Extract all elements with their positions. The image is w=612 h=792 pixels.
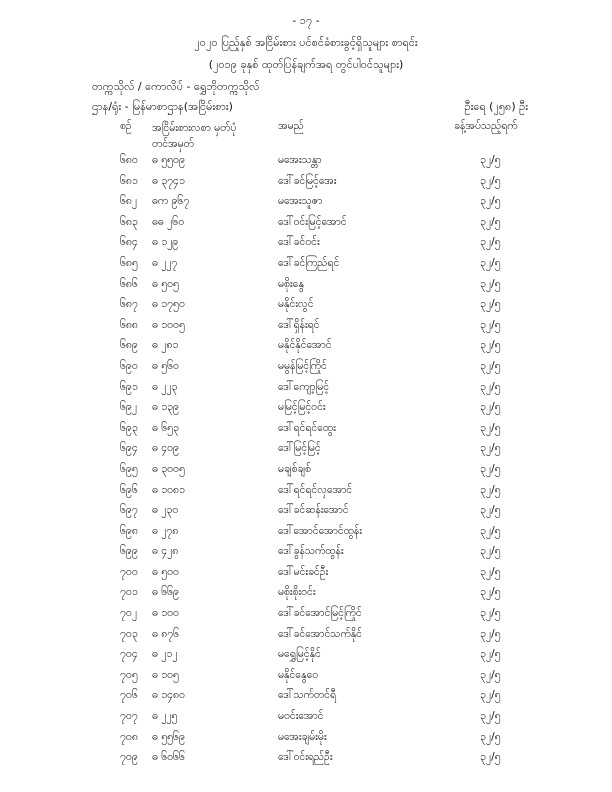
- department-label: ဌာန/ရုံး - မြန်မာစာဌာန(အငြိမ်းစား): [92, 100, 233, 113]
- row-number: ၆၈၀: [120, 154, 138, 166]
- appointment-date: ၃၂/၅: [480, 524, 501, 537]
- appointment-date: ၃၂/၅: [480, 462, 501, 475]
- registration-number: ဓ ၃၇၄၁: [152, 174, 185, 187]
- registration-number: ဓ ၅၀၅: [152, 277, 179, 290]
- appointment-date: ၃၂/၅: [480, 256, 501, 269]
- row-number: ၆၉၃: [120, 421, 138, 434]
- registration-number: ဓ ၁၃၉: [152, 401, 179, 414]
- appointment-date: ၃၂/၅: [480, 380, 501, 393]
- count-label: ဦးရေ (၂၅၈) ဦး: [464, 100, 528, 113]
- appointment-date: ၃၂/၅: [480, 648, 501, 661]
- registration-number: ဓ ၁၂၉: [152, 236, 179, 249]
- row-number: ၆၉၄: [120, 442, 138, 455]
- table-row: [92, 171, 528, 192]
- appointment-date: ၃၂/၅: [480, 339, 501, 352]
- person-name: မမြင့်မြင့်ဝင်း: [278, 401, 326, 414]
- institution-label: တက္ကသိုလ် / ကောလိပ် - ရွှေဘိုတက္ကသိုလ်: [92, 80, 260, 93]
- appointment-date: ၃၂/၅: [480, 277, 501, 290]
- column-headers: [92, 120, 528, 154]
- appointment-date: ၃၂/၅: [480, 359, 501, 372]
- person-name: ဒေါ်ရင်ရင်လှအောင်: [278, 483, 353, 496]
- registration-number: ဓ ၄၂၈: [152, 545, 179, 558]
- registration-number: ဓ ၁၀၀၅: [152, 318, 185, 331]
- row-number: ၆၈၄: [120, 236, 138, 249]
- person-name: ဒေါ်မင်းခင်ဦး: [278, 565, 329, 578]
- registration-number: ဓ ၁၀၀: [152, 607, 179, 620]
- person-name: ဒေါ်ခင်အောင်မြင့်ကြိုင်: [278, 607, 362, 620]
- registration-number: ဓ ၅၀၀: [152, 565, 179, 578]
- registration-number: ဓ ၆၅၃: [152, 421, 179, 434]
- table-row: [92, 418, 528, 439]
- appointment-date: ၃၂/၅: [480, 710, 501, 723]
- registration-number: ဓ ၅၆၀: [152, 359, 179, 372]
- row-number: ၇၀၄: [120, 648, 138, 661]
- registration-number: ဓ ၂၃၀: [152, 504, 179, 517]
- person-name: မအေးချမ်းမိုး: [278, 730, 327, 743]
- header-registration-line1: အငြိမ်းစားလစာ မှတ်ပုံ: [152, 122, 237, 134]
- registration-number: ဓ ၆၆၉: [152, 586, 179, 599]
- row-number: ၆၉၈: [120, 524, 138, 537]
- row-number: ၆၈၁: [120, 174, 138, 187]
- table-row: [92, 603, 528, 624]
- person-name: မရွှေမြင့်နိုင်: [278, 648, 321, 661]
- row-number: ၇၀၈: [120, 730, 138, 743]
- row-number: ၆၈၃: [120, 215, 138, 228]
- person-name: မချစ်ချစ်: [278, 462, 311, 475]
- table-row: [92, 232, 528, 253]
- row-number: ၆၉၉: [120, 545, 138, 558]
- registration-number: ဓဓ ၂၆၀: [152, 215, 185, 228]
- table-row: [92, 562, 528, 583]
- row-number: ၇၀၀: [120, 565, 138, 578]
- row-number: ၆၉၇: [120, 504, 138, 517]
- appointment-date: ၃၂/၅: [480, 236, 501, 249]
- row-number: ၇၀၆: [120, 689, 138, 702]
- document-subtitle: (၂၀၁၉ ခုနှစ် ထုတ်ပြန်ချက်အရ တွင်ပါဝင်သူများ): [208, 58, 404, 71]
- registration-number: ဓ ၄၀၉: [152, 442, 179, 455]
- table-row: [92, 500, 528, 521]
- person-name: ဒေါ်ခွန်သက်ထွန်း: [278, 545, 344, 558]
- appointment-date: ၃၂/၅: [480, 627, 501, 640]
- row-number: ၇၀၅: [120, 668, 138, 681]
- person-name: ဒေါ်သက်တင်ရီ: [278, 689, 337, 702]
- table-row: [92, 315, 528, 336]
- registration-number: ဓ ၅၅၆၉: [152, 730, 185, 743]
- registration-number: ဓ ၁၀၅: [152, 668, 179, 681]
- header-registration-line2: တင်အမှတ်: [152, 138, 194, 150]
- registration-number: ဓ ၂၂၇: [152, 256, 178, 269]
- row-number: ၆၉၁: [120, 380, 138, 393]
- registration-number: ဓ ၂၂၃: [152, 380, 178, 393]
- row-number: ၆၉၂: [120, 401, 137, 414]
- registration-number: ဓ ၁၄၈၀: [152, 689, 185, 702]
- table-row: [92, 356, 528, 377]
- person-name: မအေးသန္တာ: [278, 154, 322, 166]
- person-name: မနိုင်နွေဝေ: [278, 668, 319, 681]
- person-name: မနိုင်နိုင်အောင်: [278, 339, 332, 352]
- table-row: [92, 438, 528, 459]
- appointment-date: ၃၂/၅: [480, 565, 501, 578]
- appointment-date: ၃၂/၅: [480, 483, 501, 496]
- row-number: ၆၈၇: [120, 298, 138, 311]
- person-name: ဒေါ်ခင်အောင်သက်နိုင်: [278, 627, 362, 640]
- person-name: မစိုးနွေ: [278, 277, 304, 290]
- registration-number: ဓ ၂၂၅: [152, 710, 178, 723]
- table-row: [92, 521, 528, 542]
- registration-number: ဓ ၃၀၀၅: [152, 462, 185, 475]
- person-name: ဒေါ်ခင်မြင့်အေး: [278, 174, 337, 187]
- table-row: [92, 377, 528, 398]
- appointment-date: ၃၂/၅: [480, 442, 501, 455]
- row-number: ၆၉၀: [120, 359, 138, 372]
- table-row: [92, 191, 528, 212]
- appointment-date: ၃၂/၅: [480, 586, 501, 599]
- appointment-date: ၃၂/၅: [480, 751, 501, 764]
- appointment-date: ၃၂/၅: [480, 689, 501, 702]
- registration-number: ဓ ၂၇၈: [152, 524, 179, 537]
- appointment-date: ၃၂/၅: [480, 730, 501, 743]
- person-name: မအေးသူဇာ: [278, 195, 323, 208]
- registration-number: ဓ ၂၈၁: [152, 339, 179, 352]
- appointment-date: ၃၂/၅: [480, 421, 501, 434]
- registration-number: ဓ ၁၀၈၁: [152, 483, 185, 496]
- table-row: [92, 459, 528, 480]
- page-number: - ၁၇ -: [292, 14, 320, 27]
- table-row: [92, 541, 528, 562]
- table-row: [92, 397, 528, 418]
- table-row: [92, 150, 528, 171]
- appointment-date: ၃၂/၅: [480, 154, 501, 166]
- row-number: ၆၈၅: [120, 256, 138, 269]
- person-name: မဝင်းအောင်: [278, 710, 324, 723]
- appointment-date: ၃၂/၅: [480, 174, 501, 187]
- document-title: ၂၀၂၀ ပြည့်နှစ် အငြိမ်းစား ပင်စင်ခံစားခွင့်ရှိသူများ စာရင်း: [194, 36, 418, 49]
- row-number: ၇၀၃: [120, 627, 138, 640]
- table-row: [92, 665, 528, 686]
- row-number: ၇၀၁: [120, 586, 138, 599]
- row-number: ၇၀၂: [120, 607, 137, 620]
- pension-list: [92, 150, 528, 768]
- row-number: ၆၈၈: [120, 318, 138, 331]
- table-row: [92, 294, 528, 315]
- row-number: ၇၀၇: [120, 710, 138, 723]
- person-name: ဒေါ်မြင့်မြင့်: [278, 442, 321, 455]
- header-name: အမည်: [278, 120, 304, 132]
- person-name: မမွန်မြင့်ကြိုင်: [278, 359, 327, 372]
- row-number: ၆၉၅: [120, 462, 138, 475]
- table-row: [92, 644, 528, 665]
- appointment-date: ၃၂/၅: [480, 545, 501, 558]
- appointment-date: ၃၂/၅: [480, 607, 501, 620]
- table-row: [92, 480, 528, 501]
- person-name: ဒေါ်ခင်ဆန်းအောင်: [278, 504, 349, 517]
- row-number: ၆၈၉: [120, 339, 138, 352]
- table-row: [92, 253, 528, 274]
- header-date: ခန့်အပ်သည့်ရက်: [454, 120, 518, 132]
- table-row: [92, 624, 528, 645]
- registration-number: ဓ ၆၀၆၆: [152, 751, 185, 764]
- header-no: စဉ်: [120, 120, 132, 132]
- registration-number: ဓ ၁၇၅၀: [152, 298, 185, 311]
- appointment-date: ၃၂/၅: [480, 668, 501, 681]
- table-row: [92, 212, 528, 233]
- appointment-date: ၃၂/၅: [480, 195, 501, 208]
- row-number: ၇၀၉: [120, 751, 138, 764]
- registration-number: ဓက ၉၆၇: [152, 195, 190, 208]
- table-row: [92, 685, 528, 706]
- person-name: ဒေါ်ရင်ရင်ထွေး: [278, 421, 336, 434]
- appointment-date: ၃၂/၅: [480, 298, 501, 311]
- person-name: မစိုးစိုးဝင်း: [278, 586, 316, 599]
- table-row: [92, 747, 528, 768]
- person-name: ဒေါ်ဝင်းမြင့်အောင်: [278, 215, 347, 228]
- person-name: မနိုင်းလွင်: [278, 298, 314, 311]
- table-row: [92, 335, 528, 356]
- header-registration: [152, 120, 236, 152]
- table-row: [92, 706, 528, 727]
- person-name: ဒေါ်ဝင်းရည်ဦး: [278, 751, 333, 764]
- row-number: ၆၈၂: [120, 195, 138, 208]
- table-row: [92, 582, 528, 603]
- section-meta: [92, 100, 528, 116]
- row-number: ၆၈၆: [120, 277, 138, 290]
- person-name: ဒေါ်အောင်အောင်ထွန်း: [278, 524, 362, 537]
- appointment-date: ၃၂/၅: [480, 318, 501, 331]
- registration-number: ဓ ၂၁၂: [152, 648, 178, 661]
- row-number: ၆၉၆: [120, 483, 138, 496]
- person-name: ဒေါ်ခင်ဝင်း: [278, 236, 320, 249]
- registration-number: ဓ ၈၇၆: [152, 627, 180, 640]
- appointment-date: ၃၂/၅: [480, 504, 501, 517]
- person-name: ဒေါ်ခင်ကြည်ရင်: [278, 256, 340, 269]
- table-row: [92, 274, 528, 295]
- appointment-date: ၃၂/၅: [480, 215, 501, 228]
- appointment-date: ၃၂/၅: [480, 401, 501, 414]
- registration-number: ဓ ၅၅၀၉: [152, 154, 185, 166]
- person-name: ဒေါ်ကျော့မြင့်: [278, 380, 330, 393]
- person-name: ဒေါ်ရှိန်းရင်: [278, 318, 320, 331]
- table-row: [92, 727, 528, 748]
